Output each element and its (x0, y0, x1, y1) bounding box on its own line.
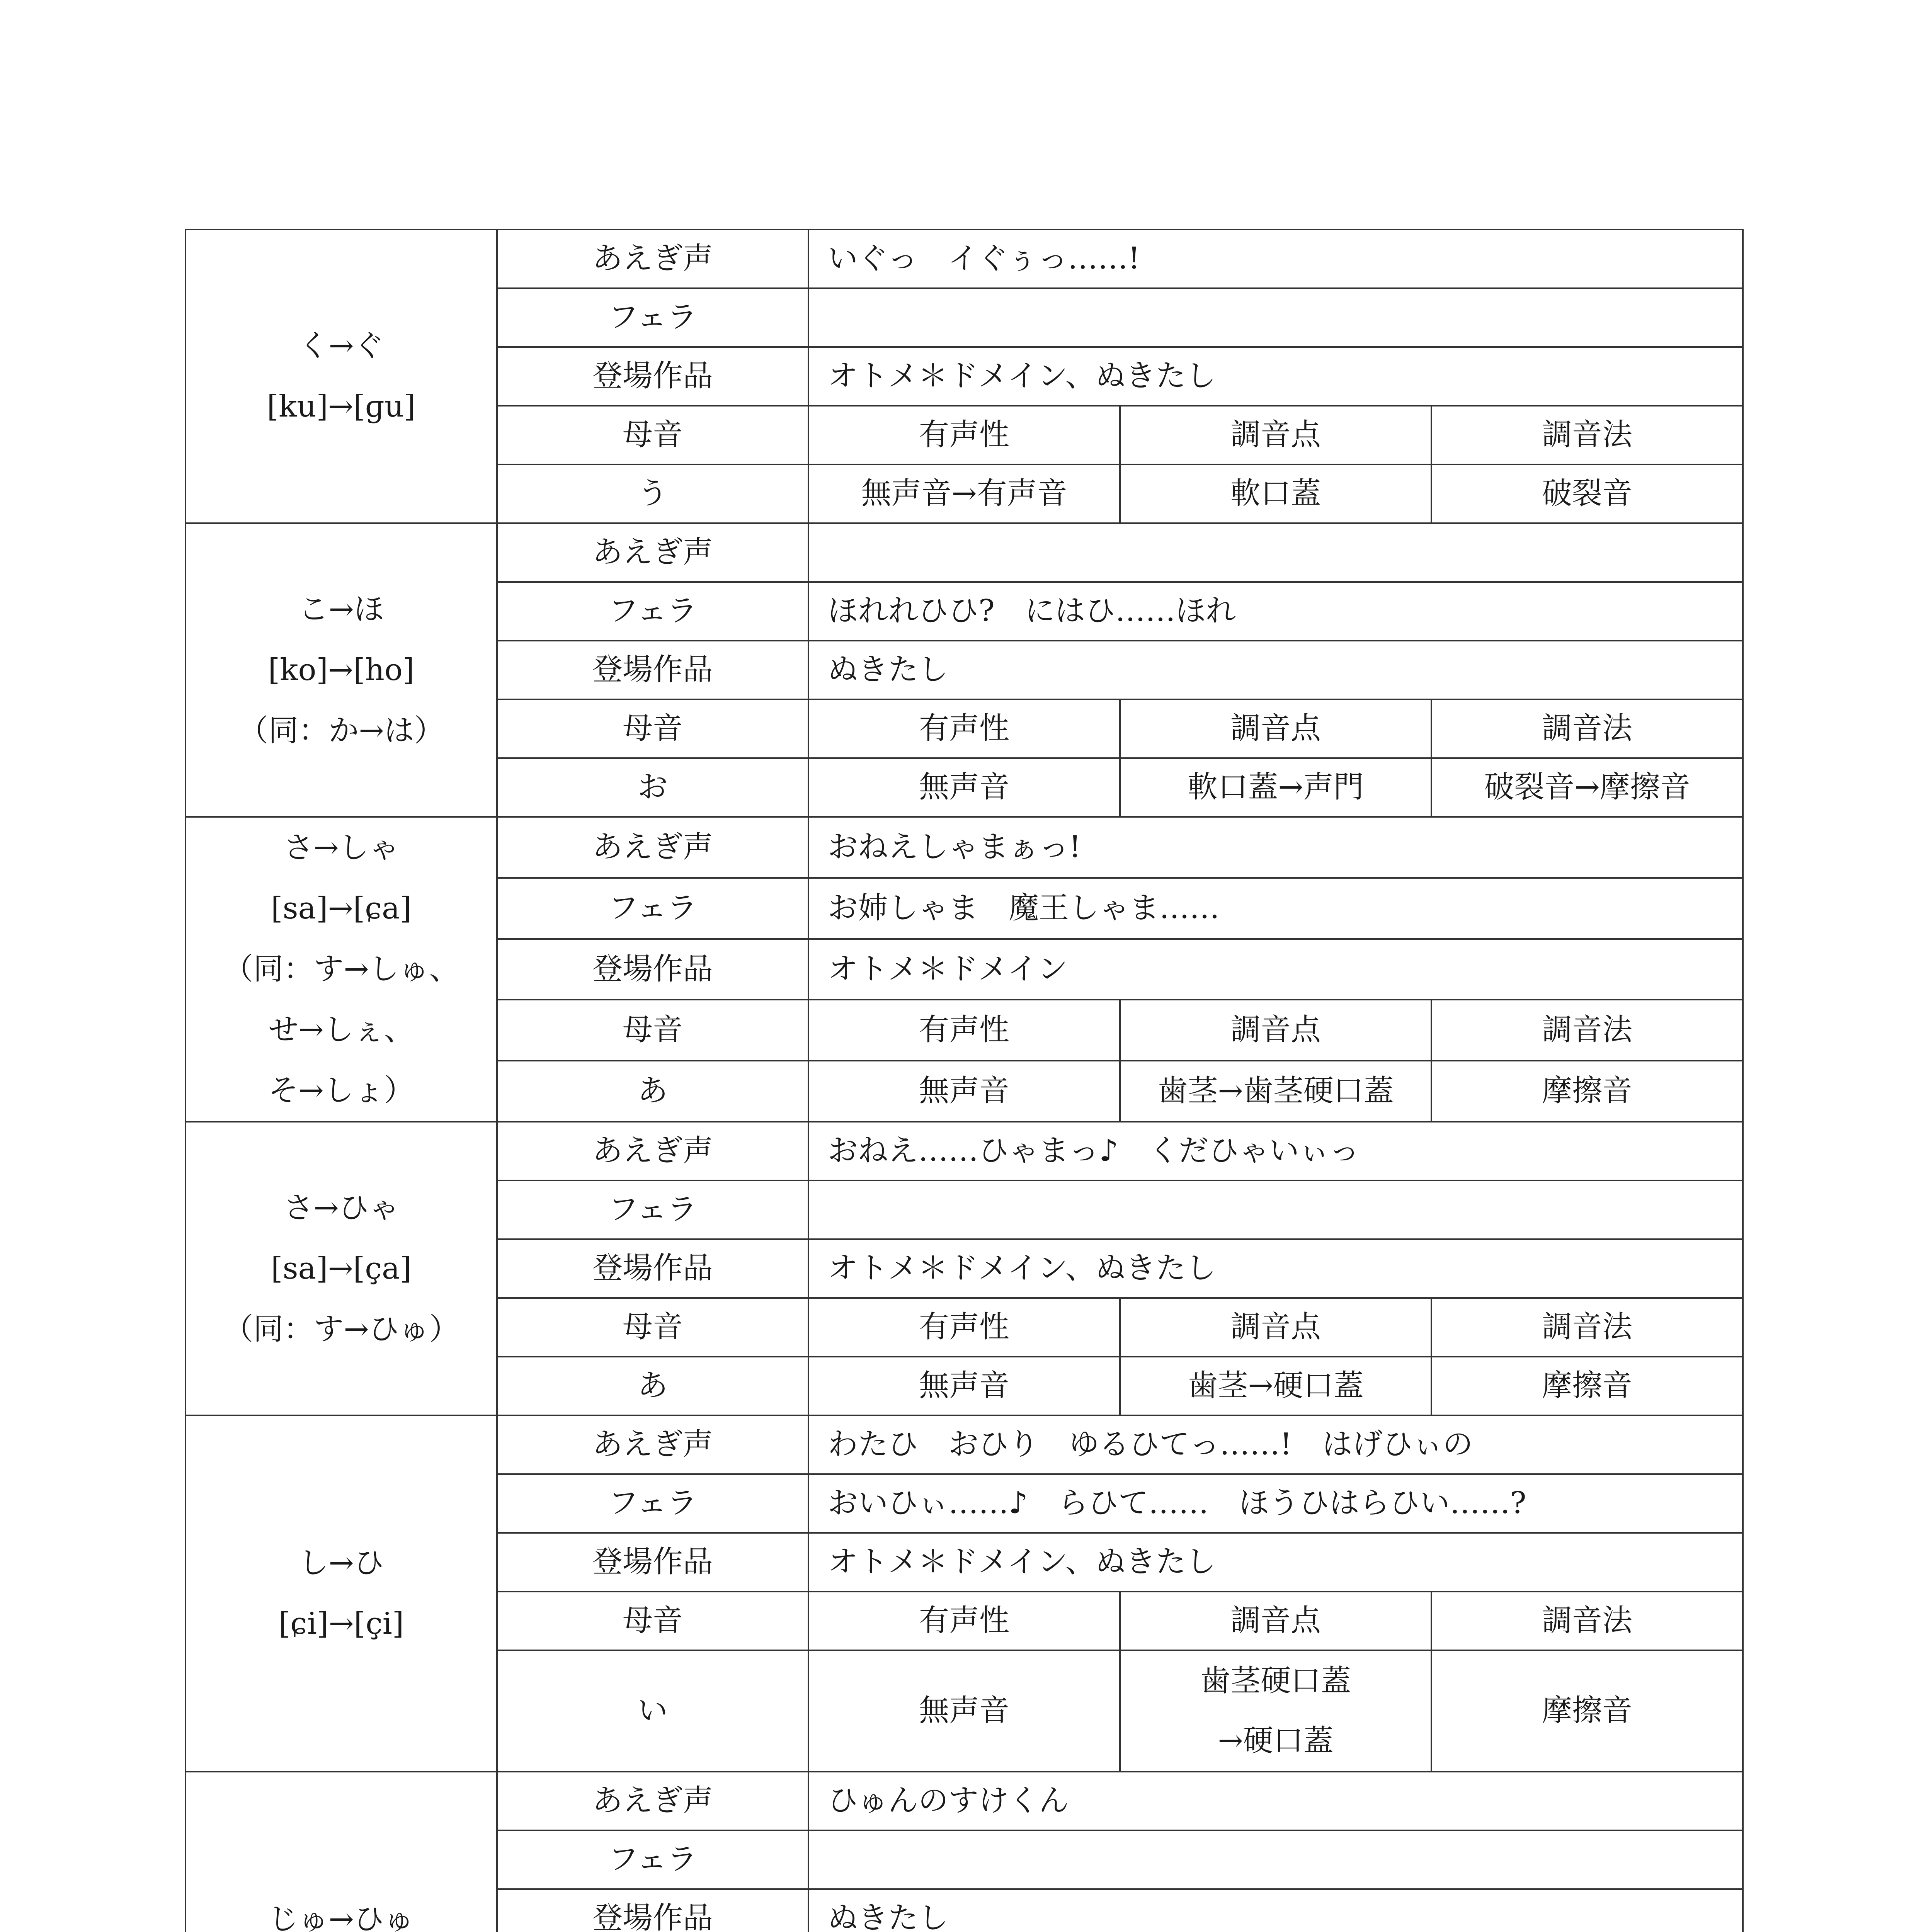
vowel-value: あ (497, 1357, 808, 1415)
place-header: 調音点 (1120, 699, 1431, 758)
place-value-line: 歯茎硬口蓋 (1200, 1663, 1351, 1698)
voicing-header: 有声性 (808, 406, 1120, 464)
phoneme-table (185, 229, 1744, 1932)
sound-change-line: [ɕi]→[çi] (278, 1606, 404, 1641)
voicing-header: 有声性 (808, 1592, 1120, 1650)
place-value (1120, 464, 1431, 523)
works-value: ぬきたし (808, 1889, 1743, 1932)
sound-change-line: く→ぐ (298, 328, 384, 363)
works-label: 登場作品 (497, 1889, 808, 1932)
aegi-label: あえぎ声 (497, 1415, 808, 1474)
fella-value (808, 1830, 1743, 1889)
vowel-value: い (497, 1650, 808, 1772)
voicing-value: 無声音 (808, 1650, 1120, 1772)
vowel-value: お (497, 758, 808, 817)
manner-value: 摩擦音 (1431, 1061, 1743, 1122)
aegi-value: おねえしゃまぁっ! (808, 817, 1743, 878)
works-value: オトメ＊ドメイン、ぬきたし (808, 347, 1743, 406)
place-value-line: 歯茎→硬口蓋 (1188, 1368, 1364, 1403)
table-row (185, 1772, 1743, 1830)
sound-change-line: [sa]→[ça] (271, 1251, 412, 1286)
fella-label: フェラ (497, 582, 808, 641)
aegi-label: あえぎ声 (497, 1122, 808, 1180)
place-value (1120, 1357, 1431, 1415)
voicing-value: 無声音 (808, 1357, 1120, 1415)
place-header: 調音点 (1120, 1000, 1431, 1061)
aegi-value: おねえ……ひゃまっ♪ くだひゃいぃっ (808, 1122, 1743, 1180)
aegi-value: いぐっ イぐぅっ……! (808, 230, 1743, 288)
place-value (1120, 1650, 1431, 1772)
place-value (1120, 1061, 1431, 1122)
fella-value (808, 288, 1743, 347)
sound-change-line: [ko]→[ho] (268, 652, 415, 687)
sound-change-line: そ→しょ） (268, 1073, 414, 1108)
sound-change-line: さ→ひゃ (283, 1190, 399, 1225)
fella-value: おいひぃ……♪ らひて…… ほうひはらひい……? (808, 1474, 1743, 1533)
vowel-header: 母音 (497, 1298, 808, 1357)
manner-header: 調音法 (1431, 699, 1743, 758)
vowel-header: 母音 (497, 1592, 808, 1650)
sound-change-line: じゅ→ひゅ (268, 1902, 414, 1932)
voicing-value: 無声音→有声音 (808, 464, 1120, 523)
vowel-header: 母音 (497, 1000, 808, 1061)
manner-header: 調音法 (1431, 1592, 1743, 1650)
works-label: 登場作品 (497, 347, 808, 406)
manner-header: 調音法 (1431, 1298, 1743, 1357)
works-label: 登場作品 (497, 641, 808, 699)
sound-change-line: （同：す→しゅ、 (223, 952, 459, 986)
vowel-value: う (497, 464, 808, 523)
aegi-value: ひゅんのすけくん (808, 1772, 1743, 1830)
aegi-label: あえぎ声 (497, 230, 808, 288)
table-row (185, 817, 1743, 878)
table-row (185, 523, 1743, 582)
sound-change-cell (185, 523, 497, 817)
aegi-label: あえぎ声 (497, 817, 808, 878)
table-row (185, 1122, 1743, 1180)
sound-change-cell (185, 817, 497, 1122)
place-value-line: 軟口蓋 (1230, 476, 1321, 511)
aegi-value (808, 523, 1743, 582)
fella-label: フェラ (497, 878, 808, 939)
table-row (185, 230, 1743, 288)
fella-label: フェラ (497, 1180, 808, 1239)
table-row (185, 1415, 1743, 1474)
sound-change-cell (185, 1415, 497, 1772)
sound-change-cell (185, 1122, 497, 1415)
sound-change-cell (185, 1772, 497, 1932)
place-header: 調音点 (1120, 1298, 1431, 1357)
sound-change-line: （同：か→は） (238, 713, 444, 748)
aegi-label: あえぎ声 (497, 523, 808, 582)
place-value-line: 歯茎→歯茎硬口蓋 (1157, 1073, 1394, 1109)
works-label: 登場作品 (497, 1533, 808, 1592)
works-value: ぬきたし (808, 641, 1743, 699)
sound-change-line: こ→ほ (298, 592, 384, 627)
place-header: 調音点 (1120, 406, 1431, 464)
fella-value: ほれれひひ? にはひ……ほれ (808, 582, 1743, 641)
sound-change-line: [sa]→[ɕa] (271, 891, 412, 926)
vowel-value: あ (497, 1061, 808, 1122)
voicing-header: 有声性 (808, 699, 1120, 758)
works-value: オトメ＊ドメイン、ぬきたし (808, 1533, 1743, 1592)
manner-value: 破裂音→摩擦音 (1431, 758, 1743, 817)
aegi-label: あえぎ声 (497, 1772, 808, 1830)
works-label: 登場作品 (497, 939, 808, 1000)
place-value-line: 軟口蓋→声門 (1188, 770, 1364, 805)
voicing-header: 有声性 (808, 1000, 1120, 1061)
aegi-value: わたひ おひり ゆるひてっ……! はげひぃの (808, 1415, 1743, 1474)
manner-header: 調音法 (1431, 406, 1743, 464)
vowel-header: 母音 (497, 699, 808, 758)
fella-value: お姉しゃま 魔王しゃま…… (808, 878, 1743, 939)
sound-change-line: さ→しゃ (283, 830, 399, 865)
vowel-header: 母音 (497, 406, 808, 464)
manner-header: 調音法 (1431, 1000, 1743, 1061)
sound-change-line: （同：す→ひゅ） (223, 1311, 459, 1347)
place-value (1120, 758, 1431, 817)
voicing-value: 無声音 (808, 758, 1120, 817)
works-value: オトメ＊ドメイン (808, 939, 1743, 1000)
place-header: 調音点 (1120, 1592, 1431, 1650)
works-value: オトメ＊ドメイン、ぬきたし (808, 1239, 1743, 1298)
sound-change-cell (185, 230, 497, 523)
fella-label: フェラ (497, 1830, 808, 1889)
manner-value: 破裂音 (1431, 464, 1743, 523)
fella-value (808, 1180, 1743, 1239)
fella-label: フェラ (497, 288, 808, 347)
sound-change-line: せ→しぇ、 (268, 1012, 414, 1047)
sound-change-line: し→ひ (298, 1546, 384, 1580)
sound-change-line: [ku]→[ɡu] (267, 389, 416, 424)
fella-label: フェラ (497, 1474, 808, 1533)
works-label: 登場作品 (497, 1239, 808, 1298)
voicing-header: 有声性 (808, 1298, 1120, 1357)
manner-value: 摩擦音 (1431, 1650, 1743, 1772)
manner-value: 摩擦音 (1431, 1357, 1743, 1415)
voicing-value: 無声音 (808, 1061, 1120, 1122)
place-value-line: →硬口蓋 (1218, 1723, 1334, 1758)
